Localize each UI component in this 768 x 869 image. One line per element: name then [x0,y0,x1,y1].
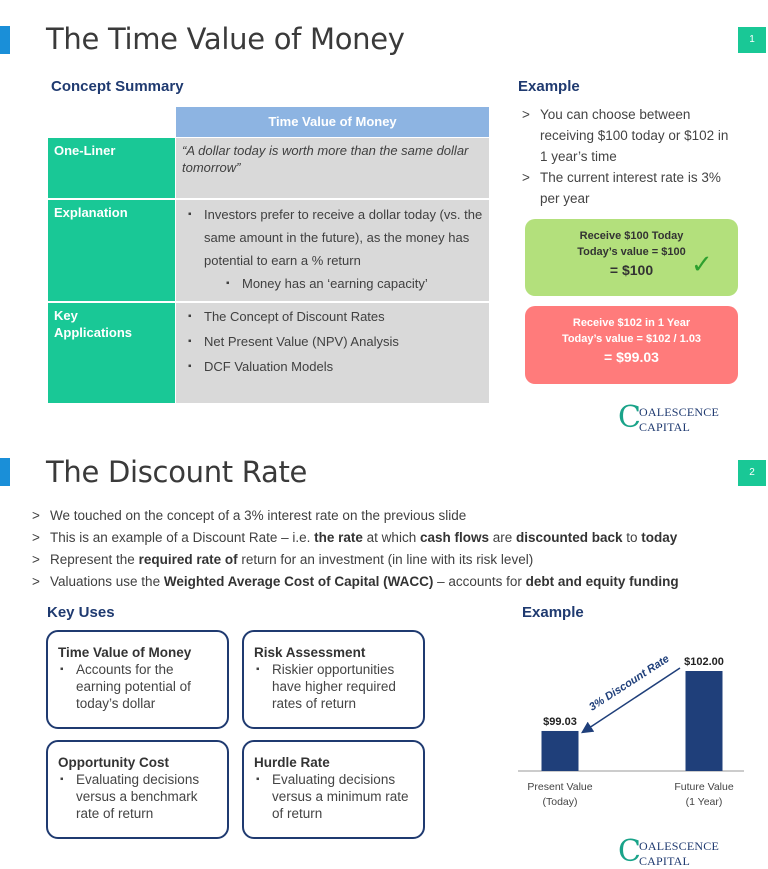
discount-chart [508,632,768,832]
title-accent-bar [0,458,10,486]
logo-text: OALESCENCE CAPITAL [638,405,719,434]
example-point: > The current interest rate is 3% per year [518,167,738,209]
key-use-title: Hurdle Rate [254,755,330,770]
bar-value-label: $99.03 [543,715,577,728]
bar [686,671,723,771]
text-run: at which [362,530,420,545]
example-heading: Example [518,78,580,95]
company-logo [618,401,768,435]
bold-text: today [641,530,678,545]
explanation-bullet: ▪ Investors prefer to receive a dollar today (vs. the same amount in the future), as the money has potential to earn a % return [182,203,483,272]
x-tick-label: Present Value [527,781,593,793]
text-run: Represent the [50,552,139,567]
bold-text: the rate [314,530,363,545]
card-result: = $100 [609,262,654,278]
discount-rate-point [30,571,679,593]
key-use-body: ▪ Riskier opportunities have higher required rates of return [254,661,413,712]
key-use-body: ▪ Accounts for the earning potential of today’s dollar [58,661,217,712]
card-result: = $99.03 [604,349,659,365]
example-heading: Example [522,604,584,621]
explanation-sub-bullet: ▪ Money has an ‘earning capacity’ [182,272,483,295]
text-run: are [488,530,516,545]
discount-rate-points [30,505,679,593]
key-use-card [46,630,229,729]
key-use-title: Opportunity Cost [58,755,169,770]
row-body-explanation [176,200,489,301]
company-logo [618,835,768,869]
table-header: Time Value of Money [176,107,489,137]
one-liner-quote: “A dollar today is worth more than the same dollar tomorrow” [182,143,469,175]
discount-rate-point [30,527,679,549]
text-run: return for an investment (in line with its risk level) [237,552,534,567]
bold-text: required rate of [138,552,238,567]
discount-rate-annotation: 3% Discount Rate [587,652,672,714]
check-icon: ✓ [691,250,713,280]
discount-rate-point [30,549,679,571]
application-item: ▪ DCF Valuation Models [182,354,483,379]
row-label-key-applications: Key Applications [48,303,175,403]
bar [542,731,579,771]
text-run: We touched on the concept of a 3% interest rate on the previous slide [50,508,467,523]
receive-today-card [525,219,738,296]
key-use-body: ▪ Evaluating decisions versus a benchmark rate of return [58,771,217,822]
row-body-one-liner [176,138,489,198]
row-label-one-liner: One-Liner [48,138,175,198]
key-uses-heading: Key Uses [47,604,115,621]
logo-initial: C [618,834,641,869]
logo-initial: C [618,400,641,435]
page-number-badge: 2 [738,460,766,486]
bold-text: Weighted Average Cost of Capital (WACC) [163,574,434,589]
text-run: to [622,530,642,545]
bar-value-label: $102.00 [684,656,724,668]
page-title: The Discount Rate [46,455,308,489]
key-use-card [242,630,425,729]
key-use-card [46,740,229,839]
x-tick-label: (Today) [542,796,578,808]
key-use-body: ▪ Evaluating decisions versus a minimum rate of return [254,771,413,822]
page-title: The Time Value of Money [46,22,405,56]
bold-text: discounted back [516,530,623,545]
card-line: Receive $102 in 1 Year [572,317,691,329]
receive-future-card [525,306,738,384]
card-line: Receive $100 Today [579,230,684,242]
logo-text: OALESCENCE CAPITAL [638,839,719,868]
bold-text: debt and equity funding [525,574,679,589]
row-label-explanation: Explanation [48,200,175,301]
key-use-card [242,740,425,839]
bold-text: cash flows [419,530,489,545]
concept-summary-heading: Concept Summary [51,78,184,95]
x-tick-label: Future Value [674,781,734,793]
x-tick-label: (1 Year) [685,796,723,808]
application-item: ▪ The Concept of Discount Rates [182,304,483,329]
text-run: This is an example of a Discount Rate – i.e. [50,530,315,545]
card-line: Today’s value = $102 / 1.03 [561,333,702,345]
application-item: ▪ Net Present Value (NPV) Analysis [182,329,483,354]
title-accent-bar [0,26,10,54]
example-points [518,104,738,209]
text-run: – accounts for [433,574,526,589]
row-body-key-applications [176,303,489,403]
discount-rate-point [30,505,679,527]
key-use-title: Risk Assessment [254,645,366,660]
text-run: Valuations use the [50,574,164,589]
key-use-title: Time Value of Money [58,645,192,660]
card-line: Today’s value = $100 [577,246,686,258]
example-point: > You can choose between receiving $100 today or $102 in 1 year’s time [518,104,738,167]
page-number-badge: 1 [738,27,766,53]
